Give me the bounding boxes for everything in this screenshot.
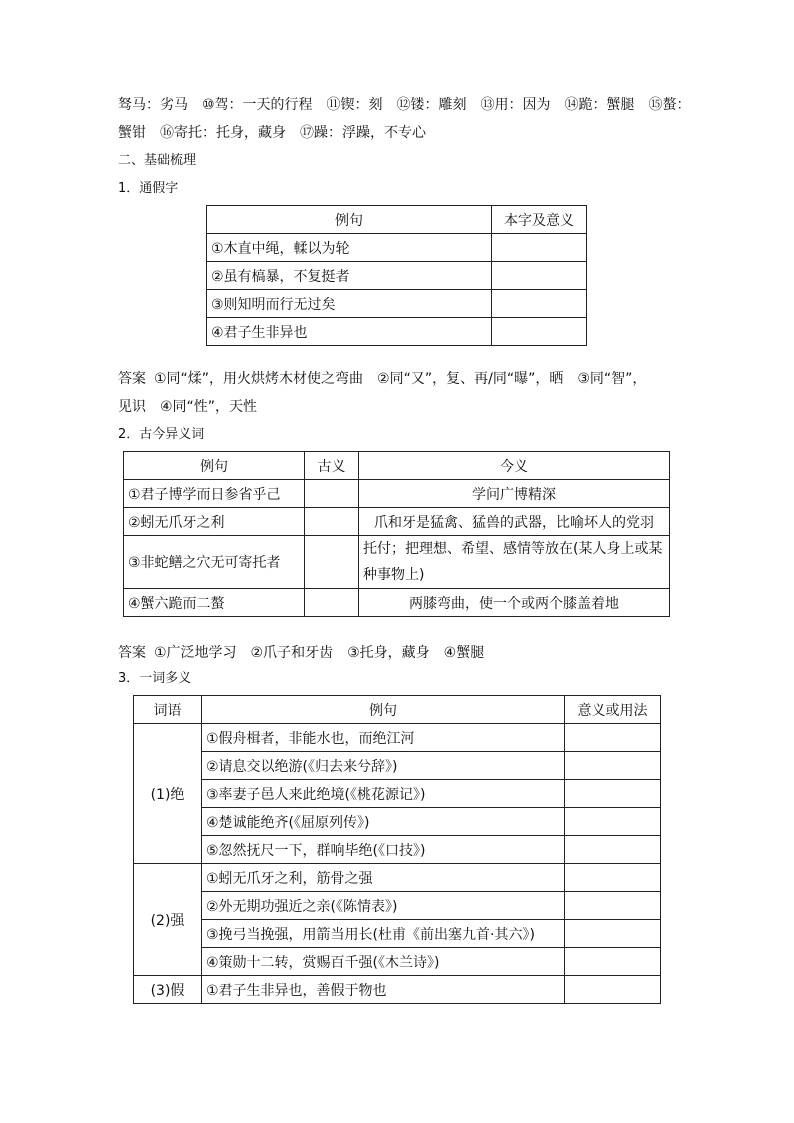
- answer-1-line-1: [118, 370, 646, 388]
- answer-cell: [492, 262, 587, 290]
- table-row: ④君子生非异也: [207, 318, 492, 346]
- answer-text: ①广泛地学习 ②爪子和牙齿 ③托身，藏身 ④蟹腿: [154, 645, 485, 661]
- table-row: ③挽弓当挽强，用箭当用长(杜甫《前出塞九首·其六》): [202, 920, 565, 948]
- table-row: ②请息交以绝游(《归去来兮辞》): [202, 752, 565, 780]
- word-cell: (2)强: [134, 864, 202, 976]
- table-row: ⑤忽然抚尺一下，群响毕绝(《口技》): [202, 836, 565, 864]
- word-cell: (1)绝: [134, 724, 202, 864]
- answer-2: [118, 644, 484, 662]
- gujin-table: [123, 451, 670, 617]
- usage-cell: [565, 724, 661, 752]
- header-modern: 今义: [359, 452, 670, 480]
- table-row: ④蟹六跪而二螯: [124, 589, 305, 617]
- modern-meaning: 爪和牙是猛禽、猛兽的武器，比喻坏人的党羽: [359, 508, 670, 536]
- answer-label: 答案: [118, 645, 146, 661]
- section-title: 二、基础梳理: [118, 153, 197, 168]
- usage-cell: [565, 836, 661, 864]
- usage-cell: [565, 976, 661, 1004]
- modern-meaning: [359, 536, 670, 589]
- subsection-title-2: 2．古今异义词: [118, 427, 205, 442]
- table-row: ④楚诚能绝齐(《屈原列传》): [202, 808, 565, 836]
- header-example: 例句: [124, 452, 305, 480]
- subsection-title-1: 1．通假字: [118, 181, 179, 196]
- yici-duoyi-table: [133, 695, 661, 1004]
- ancient-cell: [305, 480, 359, 508]
- header-usage: 意义或用法: [565, 696, 661, 724]
- modern-meaning: 两膝弯曲，使一个或两个膝盖着地: [359, 589, 670, 617]
- table-row: ①君子生非异也，善假于物也: [202, 976, 565, 1004]
- table-row: ④策勋十二转，赏赐百千强(《木兰诗》): [202, 948, 565, 976]
- usage-cell: [565, 780, 661, 808]
- modern-meaning: 学问广博精深: [359, 480, 670, 508]
- usage-cell: [565, 892, 661, 920]
- answer-label: 答案: [118, 371, 146, 387]
- table-row: ①木直中绳，輮以为轮: [207, 234, 492, 262]
- tongjia-table: [206, 205, 587, 346]
- answer-cell: [492, 234, 587, 262]
- table-row: ②外无期功强近之亲(《陈情表》): [202, 892, 565, 920]
- modern-meaning-line-1: 托付；把理想、希望、感情等放在(某人身上或某: [363, 541, 663, 557]
- subsection-title-3: 3．一词多义: [118, 671, 192, 686]
- usage-cell: [565, 808, 661, 836]
- word-cell: (3)假: [134, 976, 202, 1004]
- header-word: 词语: [134, 696, 202, 724]
- notes-line-2: 蟹钳 ⑯寄托：托身，藏身 ⑰躁：浮躁，不专心: [118, 125, 426, 141]
- header-ancient: 古义: [305, 452, 359, 480]
- table-row: ①君子博学而日参省乎己: [124, 480, 305, 508]
- answer-text: ①同“煣”，用火烘烤木材使之弯曲 ②同“又”，复、再/同“曝”，晒 ③同“智”，: [154, 371, 647, 387]
- usage-cell: [565, 920, 661, 948]
- usage-cell: [565, 864, 661, 892]
- table-row: ③则知明而行无过矣: [207, 290, 492, 318]
- notes-line-1: 驽马：劣马 ⑩驾：一天的行程 ⑪锲：刻 ⑫镂：雕刻 ⑬用：因为 ⑭跪：蟹腿 ⑮螯：: [118, 97, 691, 113]
- table-row: ③非蛇鳝之穴无可寄托者: [124, 536, 305, 589]
- header-example: 例句: [207, 206, 492, 234]
- answer-1-line-2: 见识 ④同“性”，天性: [118, 399, 258, 415]
- header-meaning: 本字及意义: [492, 206, 587, 234]
- header-example: 例句: [202, 696, 565, 724]
- ancient-cell: [305, 589, 359, 617]
- table-row: ②虽有槁暴，不复挺者: [207, 262, 492, 290]
- table-row: ①假舟楫者，非能水也，而绝江河: [202, 724, 565, 752]
- answer-cell: [492, 318, 587, 346]
- ancient-cell: [305, 536, 359, 589]
- usage-cell: [565, 948, 661, 976]
- ancient-cell: [305, 508, 359, 536]
- table-row: ②蚓无爪牙之利: [124, 508, 305, 536]
- modern-meaning-line-2: 种事物上): [363, 567, 425, 583]
- table-row: ③率妻子邑人来此绝境(《桃花源记》): [202, 780, 565, 808]
- table-row: ①蚓无爪牙之利，筋骨之强: [202, 864, 565, 892]
- answer-cell: [492, 290, 587, 318]
- usage-cell: [565, 752, 661, 780]
